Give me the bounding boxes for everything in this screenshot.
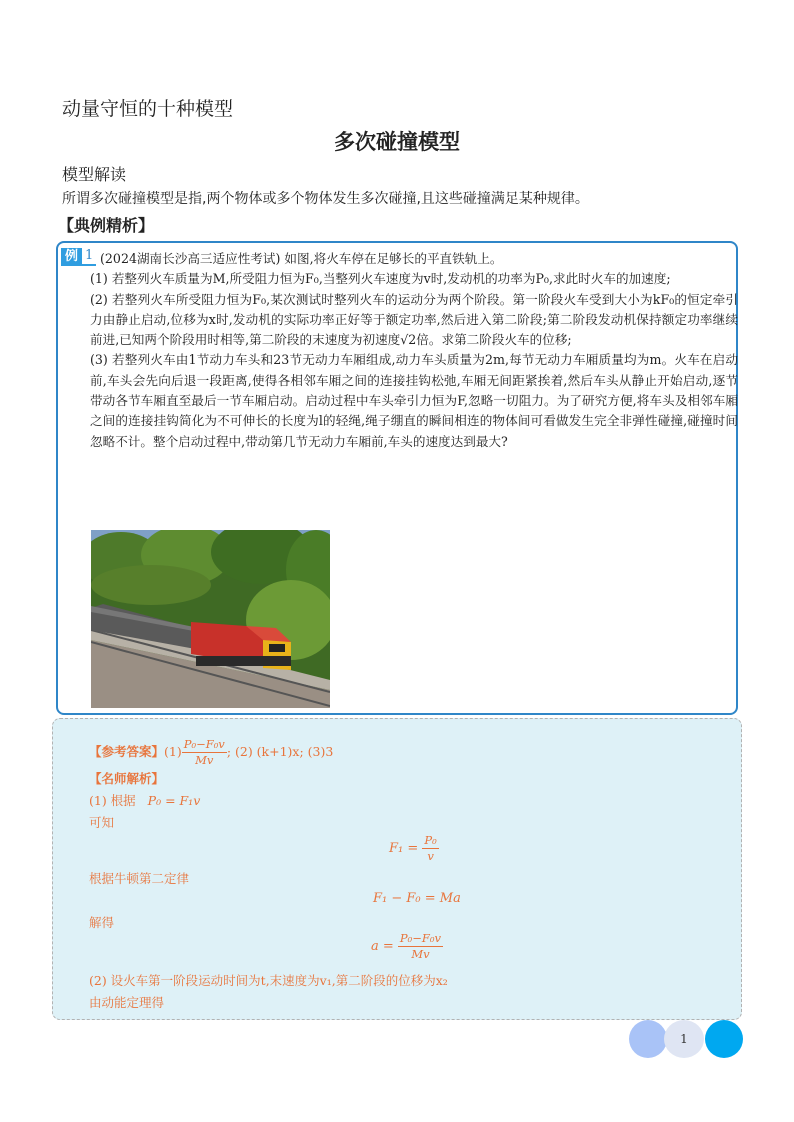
analysis-known: 可知 xyxy=(89,815,115,830)
reference-answer-rest: ; (2) (k+1)x; (3)3 xyxy=(226,744,334,759)
equation-a-fraction xyxy=(398,931,443,962)
question-content xyxy=(90,249,738,452)
series-title: 动量守恒的十种模型 xyxy=(62,98,234,120)
reference-answer-label: 【参考答案】 xyxy=(89,744,165,759)
question-part-3: (3) 若整列火车由1节动力车头和23节无动力车厢组成,动力车头质量为2m,每节无动力车厢质量均为m。火车在启动前,车头会先向后退一段距离,使得各相邻车厢之间的连接挂钩松弛,车厢无间距紧挨着,然后车头从静止开始启动,逐节带动各节车厢直至最后一节车厢启动。启动过程中车头牵引力恒为F,忽略一切阻力。为了研究方便,将车头及相邻车厢之间的连接挂钩简化为不可伸长的长度为l的轻绳,绳子绷直的瞬间相连的物体间可看做发生完全非弹性碰撞,碰撞时间忽略不计。整个启动过程中,带动第几节无动力车厢前,车头的速度达到最大? xyxy=(90,352,738,449)
reference-answer-numerator: P₀−F₀v xyxy=(183,737,225,751)
equation-a xyxy=(371,931,443,962)
analysis-kinetic: 由动能定理得 xyxy=(89,995,165,1010)
question-source: (2024湖南长沙高三适应性考试) 如图,将火车停在足够长的平直铁轨上。 xyxy=(100,251,503,266)
question-part-2: (2) 若整列火车所受阻力恒为F₀,某次测试时整列火车的运动分为两个阶段。第一阶段火车受到大小为kF₀的恒定牵引力由静止启动,位移为x时,发动机的实际功率正好等于额定功率,然后进入第二阶段;第二阶段发动机保持额定功率继续前进,已知两个阶段用时相等,第二阶段的末速度为初速度√2倍。求第二阶段火车的位移; xyxy=(90,291,738,348)
question-box xyxy=(56,241,738,715)
example-section-label: 【典例精析】 xyxy=(58,216,155,235)
equation-a-denominator: Mv xyxy=(411,947,430,961)
analysis-step-1 xyxy=(89,791,200,809)
equation-a-lhs: a = xyxy=(371,939,394,954)
train-photo xyxy=(91,530,330,708)
analysis-newton: 根据牛顿第二定律 xyxy=(89,871,190,886)
decor-circle-right xyxy=(705,1020,743,1058)
equation-f1-fraction xyxy=(422,833,438,864)
reference-answer-fraction xyxy=(182,737,227,768)
analysis-solve: 解得 xyxy=(89,915,115,930)
equation-newton: F₁ − F₀ = Ma xyxy=(373,891,461,906)
reference-answer-part1-prefix: (1) xyxy=(164,744,182,759)
analysis-label: 【名师解析】 xyxy=(89,771,165,786)
section-text: 所谓多次碰撞模型是指,两个物体或多个物体发生多次碰撞,且这些碰撞满足某种规律。 xyxy=(62,191,589,207)
equation-f1-denominator: v xyxy=(427,849,434,863)
page-title: 多次碰撞模型 xyxy=(334,130,460,154)
question-part-1: (1) 若整列火车质量为M,所受阻力恒为F₀,当整列火车速度为v时,发动机的功率为P₀,求此时火车的加速度; xyxy=(90,271,671,287)
example-tag-label: 例 xyxy=(61,248,82,266)
equation-f1 xyxy=(389,833,439,864)
example-tag-number: 1 xyxy=(82,248,96,266)
analysis-step-1-text: (1) 根据 xyxy=(89,793,136,808)
equation-f1-numerator: P₀ xyxy=(424,833,437,847)
decor-circle-left xyxy=(629,1020,667,1058)
answer-box xyxy=(52,718,742,1020)
page-number: 1 xyxy=(664,1020,704,1058)
equation-a-numerator: P₀−F₀v xyxy=(399,931,441,945)
analysis-step-2: (2) 设火车第一阶段运动时间为t,末速度为v₁,第二阶段的位移为x₂ xyxy=(89,973,448,988)
reference-answer xyxy=(89,737,333,768)
section-heading: 模型解读 xyxy=(62,165,127,184)
reference-answer-denominator: Mv xyxy=(195,753,214,767)
analysis-step-1-equation: P₀ = F₁v xyxy=(147,793,201,808)
train-illustration xyxy=(91,530,330,708)
equation-f1-lhs: F₁ = xyxy=(389,841,419,856)
